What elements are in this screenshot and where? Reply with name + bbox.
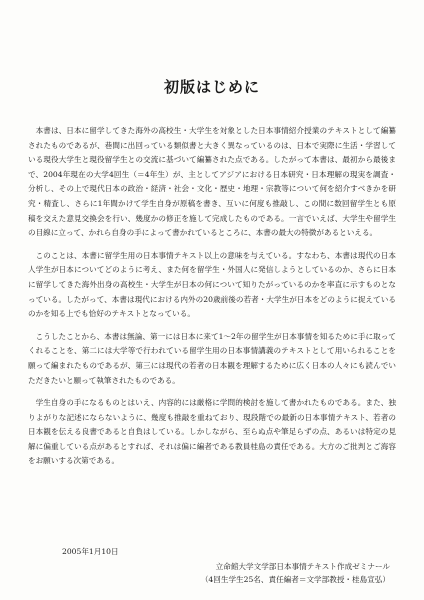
paragraph-4: 学生自身の手になるものとはいえ、内容的には厳格に学問的検討を施して書かれたものである。また、独りよがりな記述にならないように、幾度も推敲を重ねており、現段階での最新の日本事情テキスト、若者の日本観を伝える良書であると自負はしている。しかしながら、至らぬ点や筆足らずの点、あるいは特定の見解に偏重している点があるとすれば、それは偏に編者である教員桂島の責任である。大方のご批判とご海容をお願いする次第である。 (28, 398, 396, 466)
signature-org: 立命館大学文学部日本事情テキスト作成ゼミナール (215, 562, 390, 571)
date-line: 2005年1月10日 (62, 547, 119, 556)
signature-members: （4回生学生25名、責任編者＝文学部教授・桂島宣弘） (200, 575, 390, 584)
paragraph-3: こうしたことから、本書は無論、第一には日本に来て1〜2年の留学生が日本事情を知るために手に取ってくれることを、第二には大学等で行われている留学生用の日本事情講義のテキストとして用いられることを願って編まれたものであるが、第三には現代の若者の日本観を理解するために広く日本の人々にも読んでいただきたいと願って執筆されたものである。 (28, 331, 396, 385)
page-title: 初版はじめに (163, 78, 260, 96)
paragraph-2: このことは、本書に留学生用の日本事情テキスト以上の意味を与えている。すなわち、本書は現代の日本人学生が日本についてどのように考え、また何を留学生・外国人に発信しようとしているのか、さらに日本に留学してきた海外出身の高校生・大学生が日本の何について知りたがっているのかを率直に示すものとなっている。したがって、本書は現代における内外の20歳前後の若者・大学生が日本をどのように捉えているのかを知る上でも恰好のテキストとなっている。 (28, 250, 396, 319)
paragraph-1: 本書は、日本に留学してきた海外の高校生・大学生を対象とした日本事情紹介授業のテキストとして編纂されたものであるが、巷間に出回っている類似書と大きく異なっているのは、日本で実際に生活・学習している現役大学生と現役留学生との交流に基づいて編纂された点である。したがって本書は、最初から最後まで、2004年現在の大学4回生（＝4年生）が、主としてアジアにおける日本研究・日本理解の現実を調査・分析し、その上で現代日本の政治・経済・社会・文化・歴史・地理・宗教等について何を紹介すべきかを研究・精査し、さらに1年間かけて学生自身が原稿を書き、互いに何度も推敲し、この間に数回留学生とも原稿を交えた意見交換会を行い、幾度かの修正を施して完成したものである。一言でいえば、大学生や留学生の目線に立って、かれら自身の手によって書かれているところに、本書の最大の特徴があるといえる。 (28, 126, 396, 238)
signature-block (201, 560, 390, 586)
body-text (28, 124, 396, 477)
